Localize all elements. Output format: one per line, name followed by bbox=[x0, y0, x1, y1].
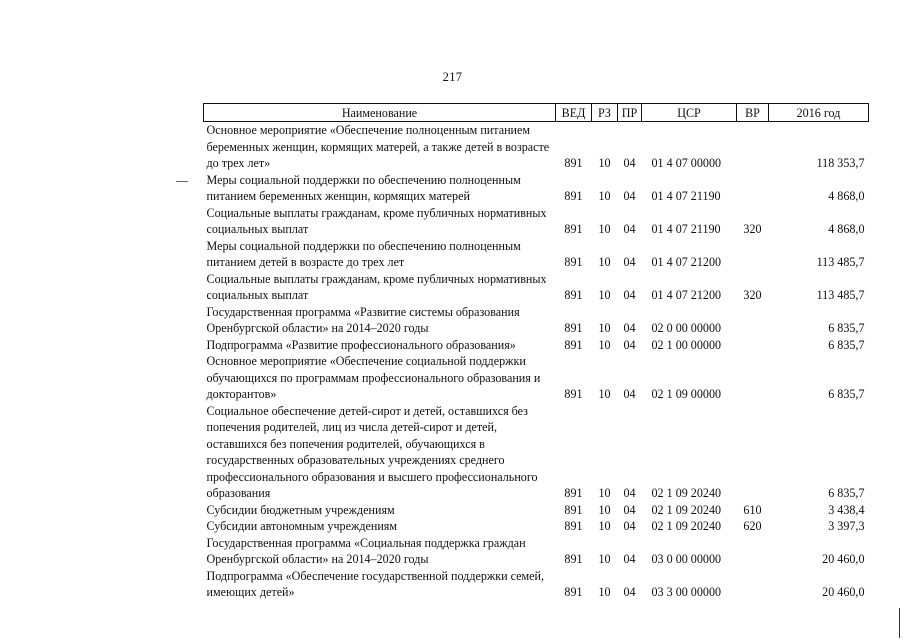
row-value: 3 397,3 bbox=[828, 519, 865, 533]
row-csr: 02 1 00 00000 bbox=[651, 337, 722, 352]
row-vr: 610 bbox=[743, 502, 762, 517]
row-value: 4 868,0 bbox=[828, 222, 865, 236]
row-rz: 10 bbox=[598, 288, 611, 302]
row-name: Субсидии бюджетным учреждениям bbox=[206, 502, 395, 517]
table-header-row bbox=[204, 104, 869, 122]
row-vr bbox=[737, 172, 769, 205]
row-pr: 04 bbox=[623, 387, 636, 401]
table-row bbox=[204, 238, 869, 271]
row-rz: 10 bbox=[598, 502, 611, 517]
table-row bbox=[204, 205, 869, 238]
row-rz: 10 bbox=[598, 552, 611, 566]
row-pr: 04 bbox=[623, 585, 636, 599]
row-name: Субсидии автономным учреждениям bbox=[206, 519, 398, 533]
table-row bbox=[204, 122, 869, 172]
table-row bbox=[204, 502, 869, 519]
row-name: Меры социальной поддержки по обеспечению полноценным питанием беременных женщин, кормящих матерей bbox=[206, 172, 521, 203]
row-value: 6 835,7 bbox=[828, 337, 865, 352]
row-rz: 10 bbox=[598, 387, 611, 401]
row-rz: 10 bbox=[598, 255, 611, 269]
row-vr bbox=[737, 238, 769, 271]
row-name: Основное мероприятие «Обеспечение социальной поддержки обучающихся по программам профессионального образования и докторантов» bbox=[206, 354, 541, 401]
row-pr: 04 bbox=[623, 222, 636, 236]
row-ved: 891 bbox=[564, 486, 583, 500]
row-pr: 04 bbox=[623, 255, 636, 269]
row-ved: 891 bbox=[564, 288, 583, 302]
row-csr: 01 4 07 21200 bbox=[651, 288, 722, 302]
row-value: 113 485,7 bbox=[816, 255, 865, 269]
row-pr: 04 bbox=[623, 321, 636, 335]
row-pr: 04 bbox=[623, 486, 636, 500]
row-csr: 01 4 07 00000 bbox=[651, 156, 722, 170]
row-rz: 10 bbox=[598, 222, 611, 236]
row-vr bbox=[737, 337, 769, 354]
row-value: 118 353,7 bbox=[816, 156, 865, 170]
row-name: Социальное обеспечение детей-сирот и детей, оставшихся без попечения родителей, лиц из числа детей-сирот и детей, оставшихся без попечения родителей, обучающихся в государственных образовательных учреждениях среднего профессионального образования и высшего профессионального образования bbox=[206, 403, 538, 500]
row-name: Государственная программа «Развитие системы образования Оренбургской области» на 2014–2020 годы bbox=[206, 304, 520, 335]
row-vr: 620 bbox=[743, 519, 762, 533]
table-row bbox=[204, 353, 869, 403]
row-value: 20 460,0 bbox=[822, 585, 865, 599]
row-ved: 891 bbox=[564, 255, 583, 269]
row-name: Государственная программа «Социальная поддержка граждан Оренбургской области» на 2014–2020 годы bbox=[206, 535, 526, 566]
page-number: 217 bbox=[442, 70, 463, 84]
row-value: 3 438,4 bbox=[828, 502, 865, 517]
row-value: 6 835,7 bbox=[828, 486, 865, 500]
row-rz: 10 bbox=[598, 189, 611, 203]
row-name: Основное мероприятие «Обеспечение полноценным питанием беременных женщин, кормящих матерей, а также детей в возрасте до трех лет» bbox=[206, 123, 550, 170]
row-rz: 10 bbox=[598, 519, 611, 533]
row-value: 4 868,0 bbox=[828, 189, 865, 203]
row-rz: 10 bbox=[598, 585, 611, 599]
row-csr: 01 4 07 21200 bbox=[651, 255, 722, 269]
row-ved: 891 bbox=[564, 519, 583, 533]
row-ved: 891 bbox=[564, 156, 583, 170]
header-csr: ЦСР bbox=[642, 104, 737, 122]
row-ved: 891 bbox=[564, 222, 583, 236]
row-vr: 320 bbox=[743, 222, 762, 236]
row-value: 6 835,7 bbox=[828, 321, 865, 335]
row-pr: 04 bbox=[623, 189, 636, 203]
row-value: 20 460,0 bbox=[822, 552, 865, 566]
row-value: 6 835,7 bbox=[828, 387, 865, 401]
row-pr: 04 bbox=[623, 156, 636, 170]
row-vr bbox=[737, 304, 769, 337]
margin-mark bbox=[176, 181, 188, 182]
row-csr: 02 0 00 00000 bbox=[651, 321, 722, 335]
table-row bbox=[204, 271, 869, 304]
header-ved: ВЕД bbox=[556, 104, 592, 122]
row-ved: 891 bbox=[564, 585, 583, 599]
row-ved: 891 bbox=[564, 387, 583, 401]
row-csr: 03 3 00 00000 bbox=[651, 585, 722, 599]
row-csr: 02 1 09 20240 bbox=[651, 519, 722, 533]
row-pr: 04 bbox=[623, 502, 636, 517]
row-csr: 01 4 07 21190 bbox=[651, 222, 721, 236]
row-pr: 04 bbox=[623, 288, 636, 302]
row-ved: 891 bbox=[564, 189, 583, 203]
table-row bbox=[204, 304, 869, 337]
row-rz: 10 bbox=[598, 156, 611, 170]
row-name: Подпрограмма «Развитие профессионального образования» bbox=[206, 337, 516, 352]
header-name: Наименование bbox=[204, 104, 556, 122]
table-row bbox=[204, 172, 869, 205]
row-name: Меры социальной поддержки по обеспечению полноценным питанием детей в возрасте до трех лет bbox=[206, 238, 521, 269]
row-name: Социальные выплаты гражданам, кроме публичных нормативных социальных выплат bbox=[206, 271, 547, 302]
table-row bbox=[204, 403, 869, 502]
budget-table bbox=[203, 103, 869, 601]
row-csr: 02 1 09 00000 bbox=[651, 387, 722, 401]
row-pr: 04 bbox=[623, 519, 636, 533]
row-name: Социальные выплаты гражданам, кроме публичных нормативных социальных выплат bbox=[206, 205, 547, 236]
row-pr: 04 bbox=[623, 552, 636, 566]
row-value: 113 485,7 bbox=[816, 288, 865, 302]
row-ved: 891 bbox=[564, 552, 583, 566]
row-ved: 891 bbox=[564, 502, 583, 517]
row-pr: 04 bbox=[623, 337, 636, 352]
table-row bbox=[204, 337, 869, 354]
row-ved: 891 bbox=[564, 321, 583, 335]
row-name: Подпрограмма «Обеспечение государственной поддержки семей, имеющих детей» bbox=[206, 568, 545, 599]
header-year: 2016 год bbox=[769, 104, 869, 122]
row-csr: 01 4 07 21190 bbox=[651, 189, 721, 203]
row-vr bbox=[737, 568, 769, 601]
table-row bbox=[204, 568, 869, 601]
table-row bbox=[204, 518, 869, 535]
header-pr: ПР bbox=[618, 104, 642, 122]
row-vr bbox=[737, 403, 769, 502]
row-csr: 02 1 09 20240 bbox=[651, 502, 722, 517]
table-row bbox=[204, 535, 869, 568]
row-vr bbox=[737, 122, 769, 172]
edge-mark bbox=[899, 608, 900, 638]
header-rz: РЗ bbox=[592, 104, 618, 122]
row-rz: 10 bbox=[598, 486, 611, 500]
header-vr: ВР bbox=[737, 104, 769, 122]
row-vr: 320 bbox=[743, 288, 762, 302]
row-csr: 02 1 09 20240 bbox=[651, 486, 722, 500]
row-ved: 891 bbox=[564, 337, 583, 352]
row-vr bbox=[737, 535, 769, 568]
row-rz: 10 bbox=[598, 321, 611, 335]
row-rz: 10 bbox=[598, 337, 611, 352]
row-vr bbox=[737, 353, 769, 403]
row-csr: 03 0 00 00000 bbox=[651, 552, 722, 566]
